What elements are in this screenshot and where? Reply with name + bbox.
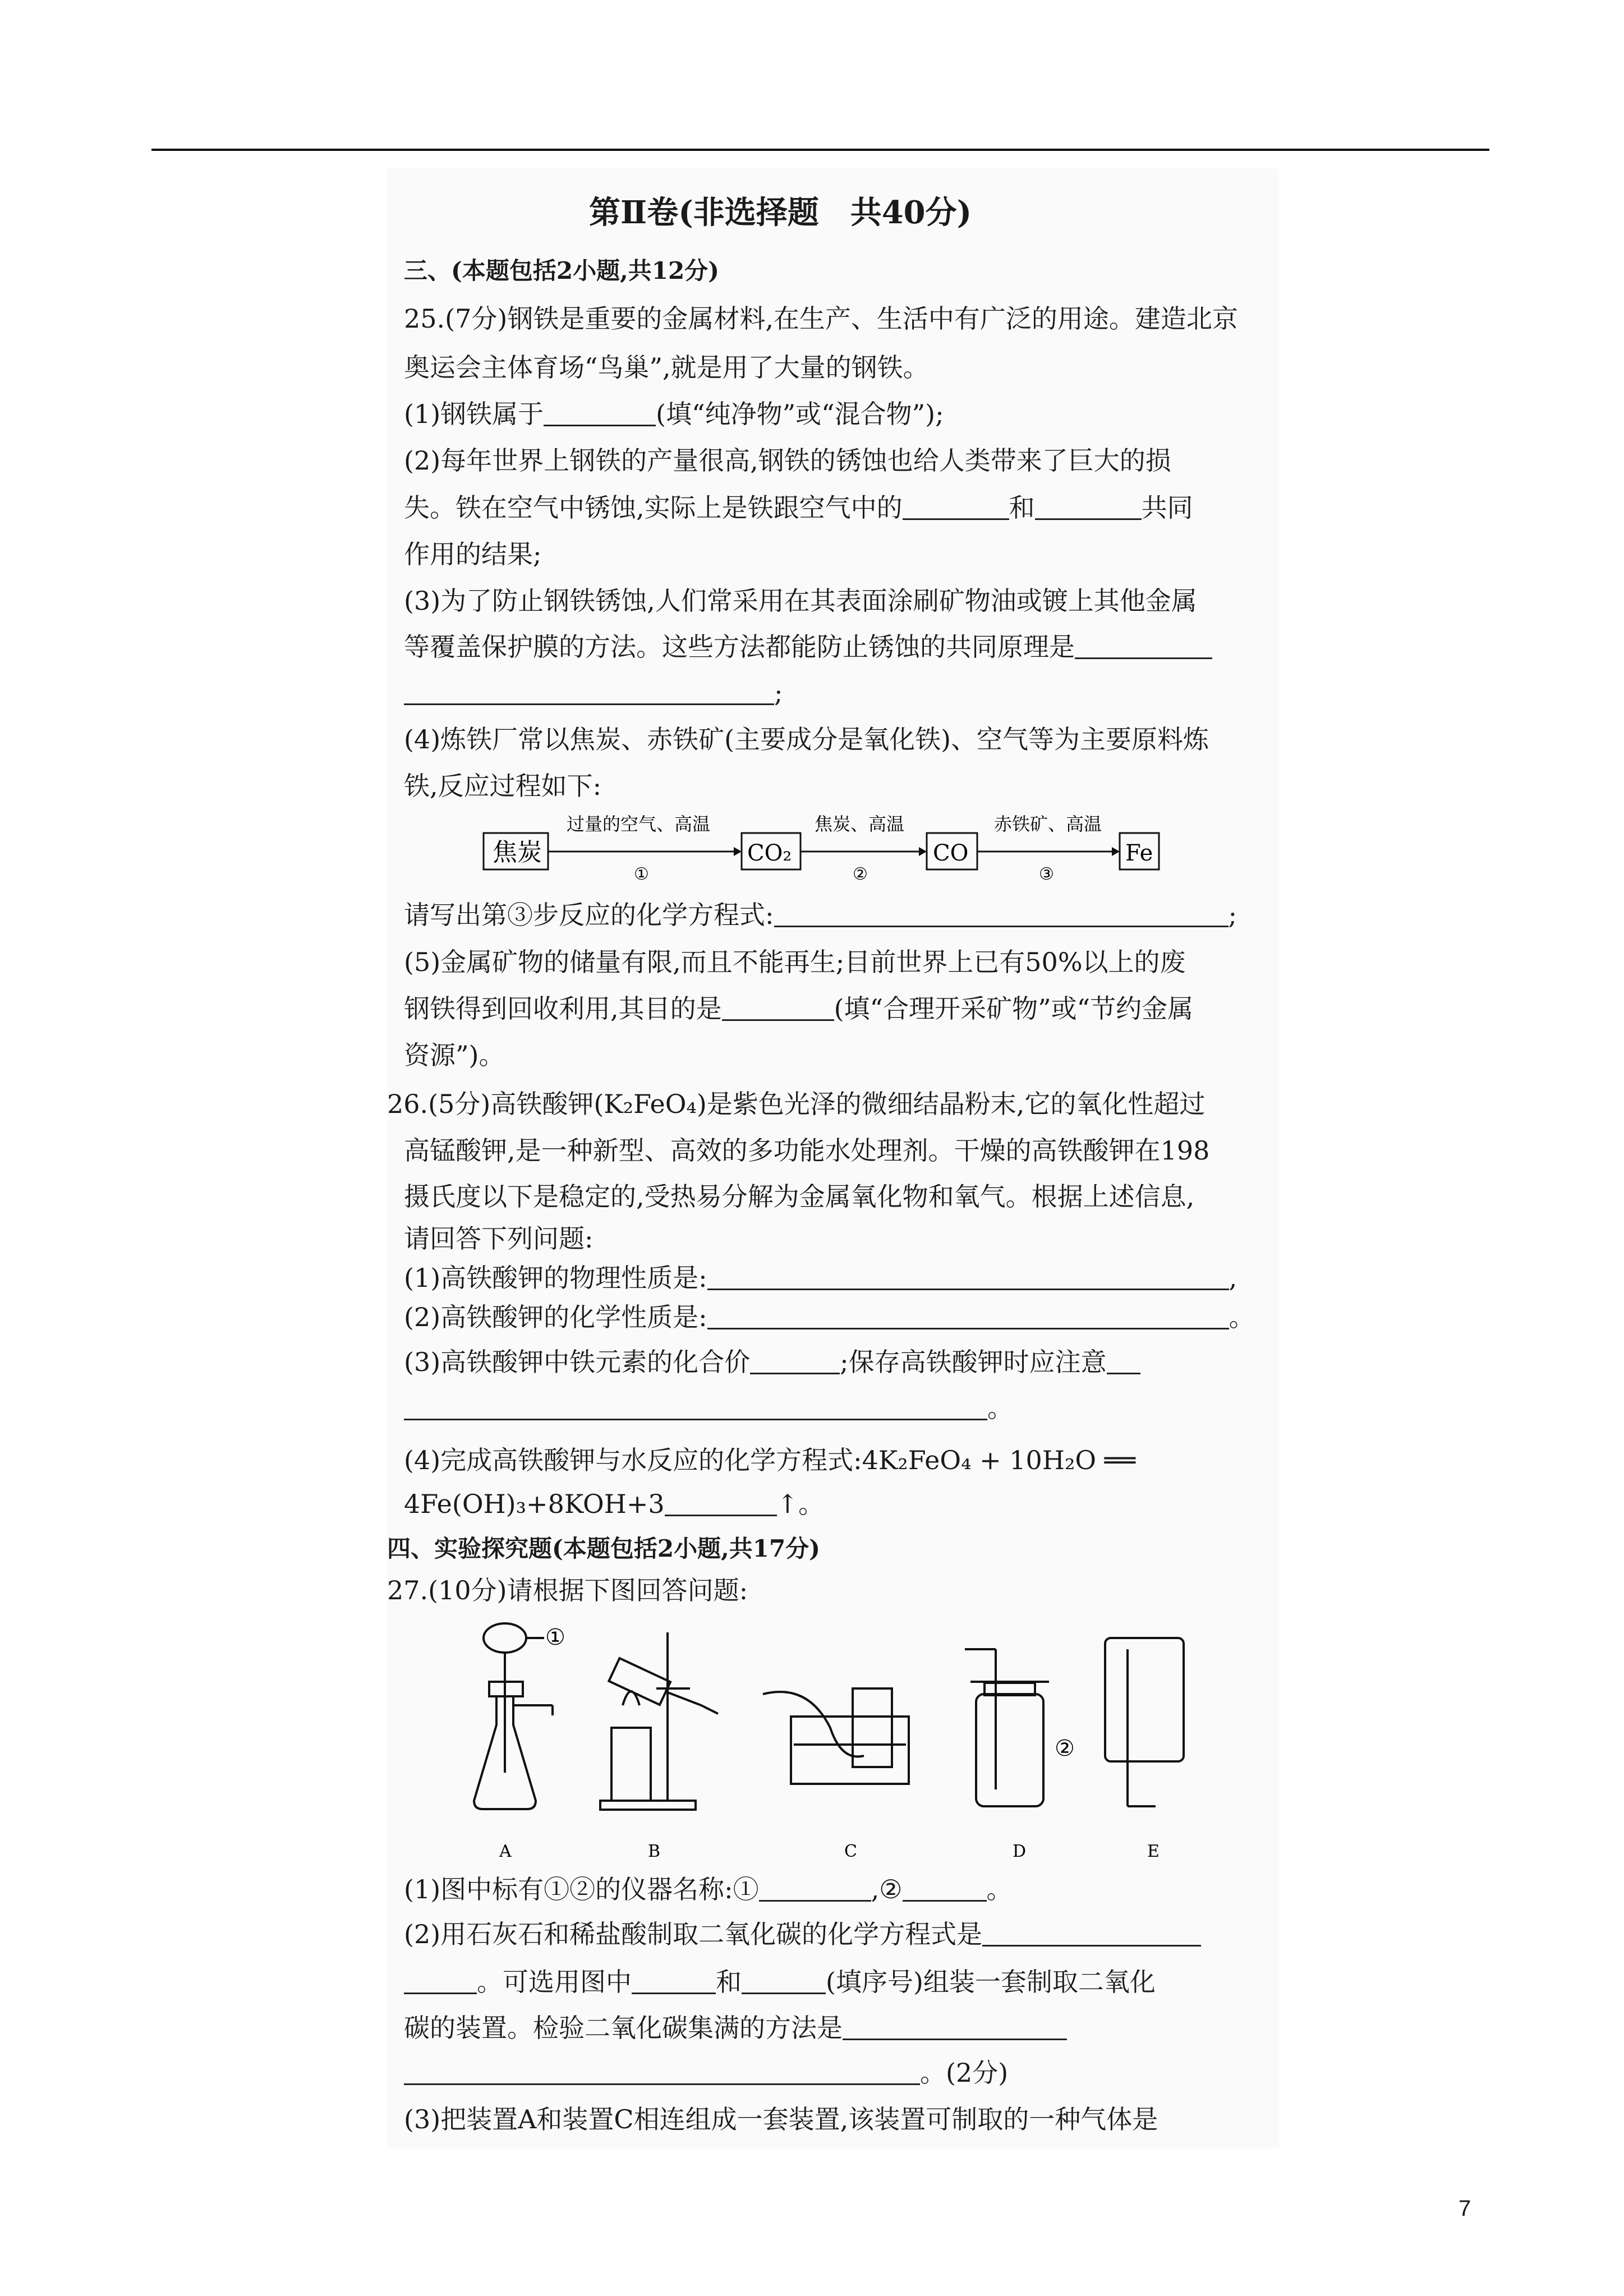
- flow-step-1: ①: [634, 864, 649, 884]
- label-d: D: [1013, 1842, 1027, 1861]
- q25-part2-line1: (2)每年世界上钢铁的产量很高,钢铁的锈蚀也给人类带来了巨大的损: [404, 445, 1171, 476]
- page-number: 7: [1459, 2196, 1471, 2221]
- q25-p3-blank2[interactable]: [404, 681, 774, 705]
- q27-part2-line3: [404, 2015, 1067, 2041]
- q27-p2-and: 和: [716, 1967, 742, 1997]
- q27-p1-blank2[interactable]: [903, 1878, 987, 1902]
- q26-line4: 请回答下列问题:: [404, 1223, 594, 1254]
- q25-p3-end: ;: [774, 678, 783, 708]
- q25-p1-blank[interactable]: [544, 402, 656, 426]
- section3-heading: 三、(本题包括2小题,共12分): [404, 257, 720, 284]
- flow-cond-2: 焦炭、高温: [815, 813, 905, 835]
- label-b: B: [648, 1842, 661, 1861]
- q27-part1: [404, 1876, 1013, 1902]
- q26-line2: 高锰酸钾,是一种新型、高效的多功能水处理剂。干燥的高铁酸钾在198: [404, 1135, 1210, 1166]
- q26-p3-text: (3)高铁酸钾中铁元素的化合价: [404, 1347, 751, 1377]
- apparatus-a-flask: [474, 1623, 553, 1809]
- q26-part1: [404, 1265, 1237, 1291]
- q27-p2-select: 。可选用图中: [477, 1967, 632, 1997]
- apparatus-e-bottle: [1105, 1638, 1184, 1806]
- q27-p1-text: (1)图中标有①②的仪器名称:①: [404, 1874, 759, 1904]
- q26-p1-blank[interactable]: [707, 1266, 1229, 1290]
- q26-p4-end: ↑。: [776, 1489, 825, 1519]
- q26-p2-blank[interactable]: [707, 1305, 1229, 1329]
- q27-p2-blank4[interactable]: [742, 1970, 826, 1994]
- label-e: E: [1147, 1842, 1160, 1861]
- q26-p3-blank3[interactable]: [404, 1396, 987, 1420]
- q27-part2-line1: [404, 1921, 1201, 1947]
- q26-p1-end: ,: [1229, 1263, 1237, 1293]
- q27-p2-blank2[interactable]: [404, 1970, 477, 1994]
- mark-2: ②: [1055, 1736, 1075, 1761]
- q26-part4-line1: (4)完成高铁酸钾与水反应的化学方程式:4K₂FeO₄ + 10H₂O ══: [404, 1445, 1136, 1475]
- q26-p2-end: 。: [1229, 1302, 1255, 1332]
- q25-p3-text: 等覆盖保护膜的方法。这些方法都能防止锈蚀的共同原理是: [404, 632, 1075, 662]
- q25-part3-line1: (3)为了防止钢铁锈蚀,人们常采用在其表面涂刷矿物油或镀上其他金属: [404, 586, 1197, 616]
- q25-p2-and: 和: [1009, 493, 1035, 523]
- q26-part3-line1: [404, 1349, 1140, 1375]
- q25-part2-line3: 作用的结果;: [404, 539, 542, 569]
- q25-part1: [404, 401, 944, 427]
- q27-p1-end: 。: [986, 1874, 1013, 1904]
- q27-part3: (3)把装置A和装置C相连组成一套装置,该装置可制取的一种气体是: [404, 2104, 1158, 2134]
- q26-p1-text: (1)高铁酸钾的物理性质是:: [404, 1263, 707, 1293]
- section4-heading: 四、实验探究题(本题包括2小题,共17分): [387, 1535, 821, 1562]
- flow-step-2: ②: [853, 864, 868, 884]
- q26-line1: 26.(5分)高铁酸钾(K₂FeO₄)是紫色光泽的微细结晶粉末,它的氧化性超过: [387, 1089, 1206, 1119]
- lab-apparatus-figure: [471, 1616, 1223, 1868]
- q25-p5-text: 钢铁得到回收利用,其目的是: [404, 993, 722, 1024]
- q25-line2: 奥运会主体育场“鸟巢”,就是用了大量的钢铁。: [404, 352, 929, 383]
- q27-p2-blank3[interactable]: [632, 1970, 716, 1994]
- page-title: 第Ⅱ卷(非选择题 共40分): [589, 194, 972, 231]
- flow-co2: CO₂: [747, 840, 792, 866]
- flow-arrowhead-2: [919, 847, 927, 856]
- apparatus-b-heating: [600, 1632, 718, 1810]
- q25-p5-hint: (填“合理开采矿物”或“节约金属: [834, 993, 1194, 1024]
- flow-cond-1: 过量的空气、高温: [567, 813, 711, 835]
- q27-p1-blank1[interactable]: [759, 1878, 871, 1902]
- q27-p2-blank1[interactable]: [982, 1922, 1201, 1947]
- q25-part4-line1: (4)炼铁厂常以焦炭、赤铁矿(主要成分是氧化铁)、空气等为主要原料炼: [404, 724, 1209, 754]
- q27-p2-tail: (填序号)组装一套制取二氧化: [826, 1967, 1156, 1997]
- q26-line3: 摄氏度以下是稳定的,受热易分解为金属氧化物和氧气。根据上述信息,: [404, 1181, 1195, 1212]
- q27-part2-line4: [404, 2060, 1008, 2086]
- q26-part2: [404, 1304, 1255, 1330]
- apparatus-c-trough: [763, 1688, 909, 1784]
- q26-p3-blank1[interactable]: [750, 1350, 840, 1374]
- flow-arrowhead-1: [734, 847, 742, 856]
- q26-part4-line2: [404, 1491, 824, 1517]
- q26-p2-text: (2)高铁酸钾的化学性质是:: [404, 1302, 707, 1332]
- q25-p5-blank[interactable]: [722, 997, 834, 1021]
- q25-part3-line2: [404, 634, 1212, 660]
- q25-part4-line3: [404, 902, 1237, 928]
- q26-p3-blank2[interactable]: [1107, 1350, 1140, 1374]
- q27-p2-check: 碳的装置。检验二氧化碳集满的方法是: [404, 2013, 843, 2043]
- apparatus-d-bottle: [965, 1649, 1049, 1806]
- q25-part2-line2: [404, 495, 1193, 521]
- q25-part4-line2: 铁,反应过程如下:: [404, 771, 602, 801]
- q25-part5-line2: [404, 993, 1194, 1024]
- q27-line1: 27.(10分)请根据下图回答问题:: [387, 1575, 748, 1605]
- q25-p2-blank1[interactable]: [903, 496, 1009, 520]
- flow-arrowhead-3: [1112, 847, 1120, 856]
- q25-p2-text: 失。铁在空气中锈蚀,实际上是铁跟空气中的: [404, 493, 903, 523]
- flow-cond-3: 赤铁矿、高温: [994, 813, 1102, 835]
- q26-part3-line2: [404, 1395, 1013, 1421]
- q25-p4-blank[interactable]: [774, 903, 1229, 927]
- label-c: C: [844, 1842, 857, 1861]
- q25-line1: 25.(7分)钢铁是重要的金属材料,在生产、生活中有广泛的用途。建造北京: [404, 303, 1238, 334]
- q25-part5-line1: (5)金属矿物的储量有限,而且不能再生;目前世界上已有50%以上的废: [404, 947, 1186, 977]
- q25-p1-text: (1)钢铁属于: [404, 399, 544, 429]
- q25-p4-end: ;: [1228, 900, 1237, 930]
- flow-step-3: ③: [1039, 864, 1054, 884]
- q27-p1-mid: ,②: [871, 1874, 903, 1904]
- q25-p4-text: 请写出第③步反应的化学方程式:: [404, 900, 774, 930]
- q27-part2-line2: [404, 1969, 1156, 1995]
- mark-1: ①: [545, 1625, 565, 1650]
- q25-p2-blank2[interactable]: [1035, 496, 1142, 520]
- q27-p2-blank5[interactable]: [843, 2016, 1067, 2040]
- q26-p3-end: 。: [987, 1393, 1013, 1423]
- q26-p3-note: ;保存高铁酸钾时应注意: [840, 1347, 1107, 1377]
- iron-smelting-flow-diagram: [482, 808, 1178, 892]
- flow-coke: 焦炭: [493, 838, 542, 867]
- flow-fe: Fe: [1125, 840, 1153, 866]
- q25-p2-tail: 共同: [1141, 493, 1193, 523]
- header-rule: [151, 149, 1489, 151]
- q27-p2-text: (2)用石灰石和稀盐酸制取二氧化碳的化学方程式是: [404, 1919, 983, 1949]
- q25-part5-line3: 资源”)。: [404, 1040, 505, 1070]
- q25-p3-blank1[interactable]: [1075, 635, 1212, 659]
- q27-p2-blank6[interactable]: [404, 2061, 920, 2085]
- flow-co: CO: [933, 840, 969, 866]
- q25-p1-hint: (填“纯净物”或“混合物”);: [656, 399, 944, 429]
- q26-p4-blank[interactable]: [665, 1492, 777, 1516]
- label-a: A: [499, 1842, 512, 1861]
- q26-p4-text: 4Fe(OH)₃+8KOH+3: [404, 1489, 665, 1519]
- q25-part3-line3: [404, 680, 783, 706]
- q27-p2-score: 。(2分): [920, 2058, 1009, 2088]
